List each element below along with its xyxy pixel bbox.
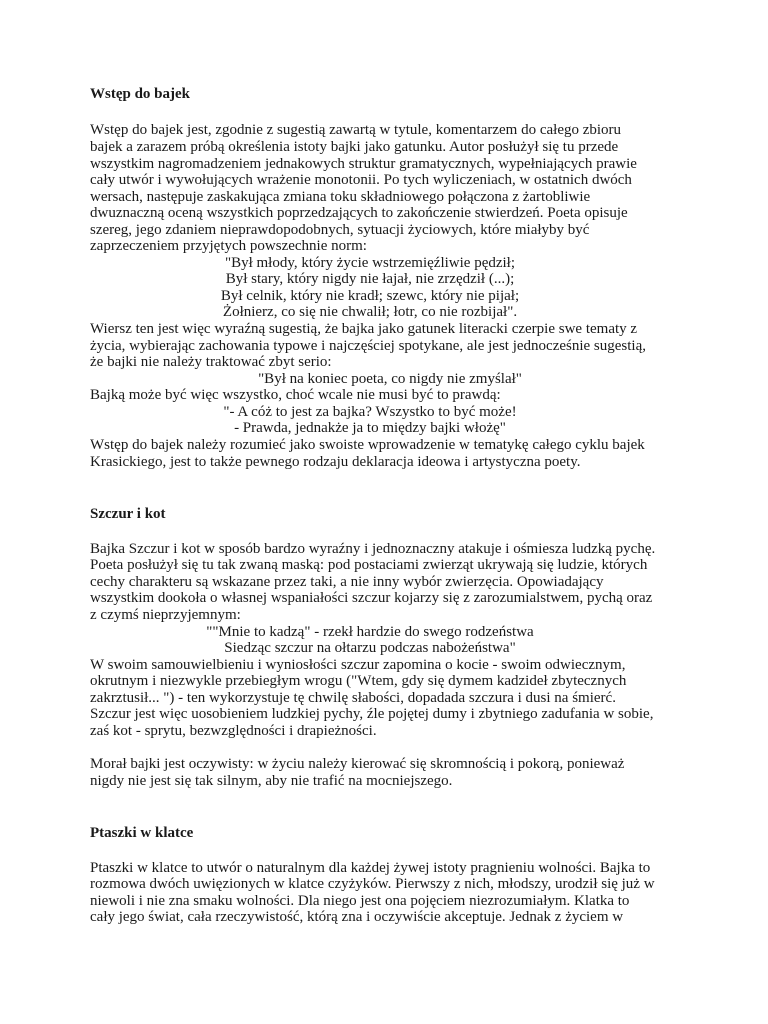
paragraph-line: okrutnym i niezwykle przebiegłym wrogu ("Wtem, gdy się dymem kadzideł zbytecznych [90, 673, 627, 689]
paragraph-line: rozmowa dwóch uwięzionych w klatce czyżyków. Pierwszy z nich, młodszy, urodził się już w [90, 876, 655, 892]
paragraph-line: Bajką może być więc wszystko, choć wcale nie musi być to prawdą: [90, 387, 501, 403]
paragraph-line: z czymś nieprzyjemnym: [90, 607, 241, 623]
paragraph-line: zaprzeczeniem przyjętych powszechnie norm: [90, 238, 367, 254]
paragraph-line: Morał bajki jest oczywisty: w życiu należy kierować się skromnością i pokorą, ponieważ [90, 756, 625, 772]
paragraph-line: W swoim samouwielbieniu i wyniosłości szczur zapomina o kocie - swoim odwiecznym, [90, 657, 626, 673]
paragraph-line: Ptaszki w klatce to utwór o naturalnym dla każdej żywej istoty pragnieniu wolności. Bajka to [90, 860, 651, 876]
paragraph-line: Krasickiego, jest to także pewnego rodzaju deklaracja ideowa i artystyczna poety. [90, 454, 581, 470]
quote-line: Był stary, który nigdy nie łajał, nie zrzędził (...); [225, 271, 515, 287]
quote-line: - Prawda, jednakże ja to między bajki włożę" [234, 420, 506, 436]
paragraph-line: cały jego świat, cała rzeczywistość, którą zna i oczywiście akceptuje. Jednak z życiem w [90, 909, 624, 925]
paragraph-line: życia, wybierając zachowania typowe i najczęściej spotykane, ale jest jednocześnie sugestią, [90, 338, 647, 354]
paragraph-line: dwuznaczną oceną wszystkich poprzedzających to zakończenie stwierdzeń. Poeta opisuje [90, 205, 628, 221]
paragraph-line: wszystkim nagromadzeniem jednakowych struktur gramatycznych, wypełniających prawie [90, 156, 637, 172]
paragraph-line: bajek a zarazem próbą określenia istoty bajki jako gatunku. Autor posłużył się tu przede [90, 139, 619, 155]
quote-line: Był celnik, który nie kradł; szewc, który nie pijał; [220, 288, 520, 304]
paragraph-line: szereg, jego zdaniem nieprawdopodobnych, sytuacji życiowych, które miałyby być [90, 222, 590, 238]
quote-line: ""Mnie to kadzą" - rzekł hardzie do swego rodzeństwa [206, 624, 534, 640]
paragraph-line: niewoli i nie zna smaku wolności. Dla niego jest ona pojęciem niezrozumiałym. Klatka to [90, 893, 630, 909]
paragraph-line: Wstęp do bajek należy rozumieć jako swoiste wprowadzenie w tematykę całego cyklu bajek [90, 437, 645, 453]
section-heading-ptaszki: Ptaszki w klatce [90, 825, 194, 841]
paragraph-line: Poeta posłużył się tu tak zwaną maską: pod postaciami zwierząt ukrywają się ludzie, których [90, 557, 648, 573]
section-heading-wstep: Wstęp do bajek [90, 86, 191, 102]
quote-line: "Był na koniec poeta, co nigdy nie zmyślał" [258, 371, 522, 387]
paragraph-line: Wstęp do bajek jest, zgodnie z sugestią zawartą w tytule, komentarzem do całego zbioru [90, 122, 622, 138]
paragraph-line: zakrztusił... ") - ten wykorzystuje tę chwilę słabości, dopadada szczura i dusi na śmierć. [90, 690, 616, 706]
paragraph-line: Szczur jest więc uosobieniem ludzkiej pychy, źle pojętej dumy i zbytniego zadufania w sobie, [90, 706, 654, 722]
paragraph-line: że bajki nie należy traktować zbyt serio: [90, 354, 332, 370]
quote-line: "Był młody, który życie wstrzemięźliwie pędził; [224, 255, 516, 271]
paragraph-line: wersach, następuje zaskakująca zmiana toku składniowego połączona z żartobliwie [90, 189, 591, 205]
quote-line: Siedząc szczur na ołtarzu podczas nabożeństwa" [224, 640, 516, 656]
paragraph-line: Bajka Szczur i kot w sposób bardzo wyraźny i jednoznaczny atakuje i ośmiesza ludzką pychę. [90, 541, 656, 557]
paragraph-line: zaś kot - sprytu, bezwzględności i drapieżności. [90, 723, 377, 739]
paragraph-line: cechy charakteru są wskazane przez taki, a nie inny wybór zwierzęcia. Opowiadający [90, 574, 604, 590]
paragraph-line: cały utwór i wywołujących wrażenie monotonii. Po tych wyliczeniach, w ostatnich dwóch [90, 172, 632, 188]
section-heading-szczur: Szczur i kot [90, 506, 166, 522]
quote-line: "- A cóż to jest za bajka? Wszystko to być może! [223, 404, 517, 420]
quote-line: Żołnierz, co się nie chwalił; łotr, co nie rozbijał". [222, 304, 518, 320]
paragraph-line: Wiersz ten jest więc wyraźną sugestią, że bajka jako gatunek literacki czerpie swe tematy z [90, 321, 638, 337]
paragraph-line: nigdy nie jest się tak silnym, aby nie trafić na mocniejszego. [90, 773, 453, 789]
paragraph-line: wszystkim dookoła o własnej wspaniałości szczur kojarzy się z zarozumialstwem, pychą oraz [90, 590, 653, 606]
